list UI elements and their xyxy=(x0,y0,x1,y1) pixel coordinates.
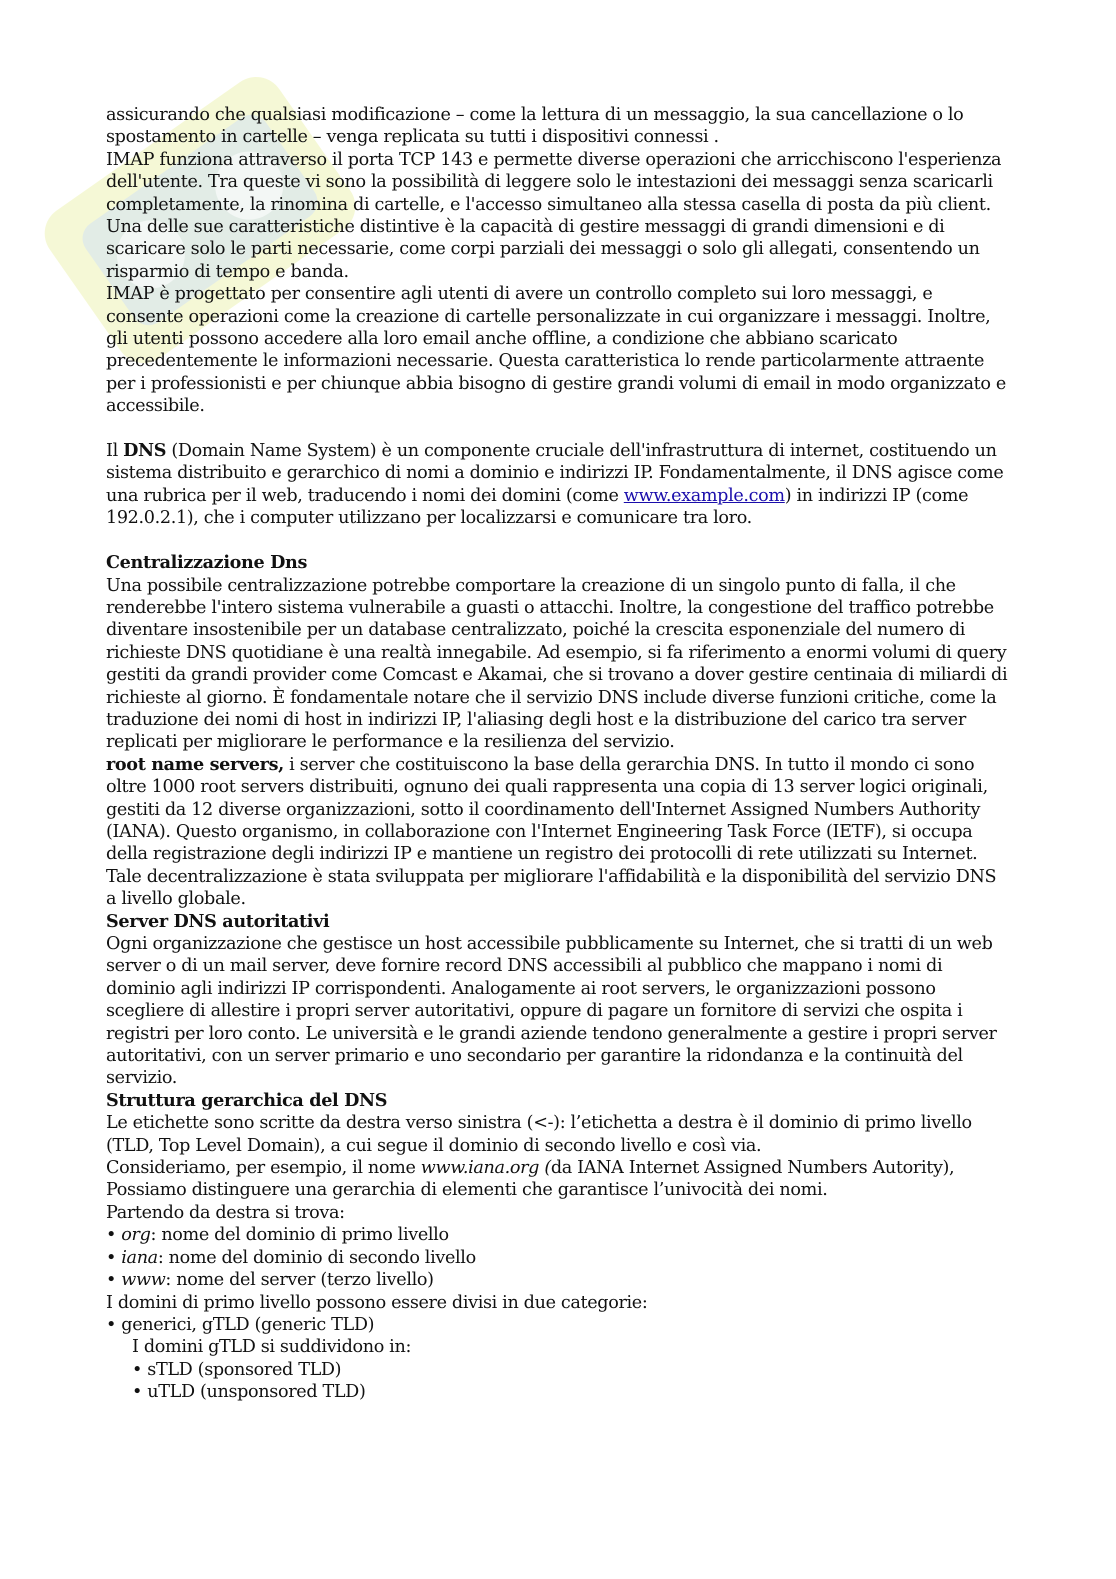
heading-struttura-gerarchica: Struttura gerarchica del DNS xyxy=(106,1089,388,1111)
bullet-text: sTLD (sponsored TLD) xyxy=(147,1359,342,1380)
example-link[interactable]: www.example.com xyxy=(623,485,785,506)
bullet-text: generici, gTLD (generic TLD) xyxy=(121,1314,375,1335)
root-servers-text: i server che costituiscono la base della gerarchia DNS. In tutto il mondo ci sono oltre 1000 root servers distribuiti, ognuno dei quali rappresenta una copia di 13 server logici originali, gestiti da 12 diverse organizzazioni, sotto il coordinamento dell'Internet Assigned Numbers Authority (IANA). Questo organismo, in collaborazione con l'Internet Engineering Task Force (IETF), si occupa della registrazione degli indirizzi IP e mantiene un registro dei protocolli di rete utilizzati su Internet. Tale decentralizzazione è stata sviluppata per migliorare l'affidabilità e la disponibilità del servizio DNS a livello globale. xyxy=(106,754,997,910)
bullet-term: org xyxy=(121,1225,151,1246)
struttura-p2-prefix: Consideriamo, per esempio, il nome xyxy=(106,1158,421,1179)
bullet-icon: • xyxy=(106,1247,117,1268)
spacer xyxy=(106,418,1011,440)
root-servers-term: root name servers, xyxy=(106,753,284,775)
bullet-icon: • xyxy=(132,1359,143,1380)
list-item xyxy=(106,1224,1011,1246)
autoritativi-paragraph: Ogni organizzazione che gestisce un host accessibile pubblicamente su Internet, che si tratti di un web server o di un mail server, deve fornire record DNS accessibili al pubblico che mappano i nomi di dominio agli indirizzi IP corrispondenti. Analogamente ai root servers, le organizzazioni possono scegliere di allestire i propri server autoritativi, oppure di pagare un fornitore di servizi che ospita i registri per loro conto. Le università e le grandi aziende tendono generalmente a gestire i propri server autoritativi, con un server primario e uno secondario per garantire la ridondanza e la continuità del servizio. xyxy=(106,934,997,1089)
bullet-term: iana xyxy=(121,1247,158,1268)
bullet-text: : nome del server (terzo livello) xyxy=(165,1270,434,1291)
heading-centralizzazione: Centralizzazione Dns xyxy=(106,552,308,574)
bullet-icon: • xyxy=(106,1225,117,1246)
sub-intro: I domini gTLD si suddividono in: xyxy=(132,1337,412,1358)
document-page xyxy=(106,104,1011,1404)
root-servers-paragraph xyxy=(106,754,1011,911)
dns-bold-term: DNS xyxy=(123,440,167,462)
bullet-icon: • xyxy=(132,1382,143,1403)
centralizzazione-paragraph: Una possibile centralizzazione potrebbe comportare la creazione di un singolo punto di falla, il che renderebbe l'intero sistema vulnerabile a guasti o attacchi. Inoltre, la congestione del traffico potrebbe diventare insostenibile per un database centralizzato, poiché la crescita esponenziale del numero di richieste DNS quotidiane è una realtà innegabile. Ad esempio, si fa riferimento a enormi volumi di query gestiti da grandi provider come Comcast e Akamai, che si trovano a dover gestire centinaia di miliardi di richieste al giorno. È fondamentale notare che il servizio DNS include diverse funzioni critiche, come la traduzione dei nomi di host in indirizzi IP, l'aliasing degli host e la distribuzione del carico tra server replicati per migliorare le performance e la resilienza del servizio. xyxy=(106,575,1008,753)
iana-example-name: www.iana.org ( xyxy=(420,1158,551,1179)
list-item xyxy=(106,1269,1011,1291)
list-item xyxy=(106,1314,1011,1336)
bullet-text: uTLD (unsponsored TLD) xyxy=(147,1382,366,1403)
bullet-term: www xyxy=(121,1270,166,1291)
struttura-paragraph-3: Partendo da destra si trova: xyxy=(106,1202,345,1223)
dns-intro-prefix: Il xyxy=(106,441,124,462)
dns-intro-suffix: ) in indirizzi IP (come 192.0.2.1), che i computer utilizzano per localizzarsi e comunicare tra loro. xyxy=(106,485,969,529)
dns-intro-paragraph xyxy=(106,440,1011,530)
spacer xyxy=(106,530,1011,552)
struttura-p2-suffix: da IANA Internet Assigned Numbers Autority), Possiamo distinguere una gerarchia di elementi che garantisce l’univocità dei nomi. xyxy=(106,1158,955,1201)
heading-server-autoritativi: Server DNS autoritativi xyxy=(106,910,330,932)
list-item xyxy=(106,1381,1011,1403)
imap-paragraph-2: IMAP funziona attraverso il porta TCP 143 e permette diverse operazioni che arricchiscono l'esperienza dell'utente. Tra queste vi sono la possibilità di leggere solo le intestazioni dei messaggi senza scaricarli completamente, la rinomina di cartelle, e l'accesso simultaneo alla stessa casella di posta da più client. Una delle sue caratteristiche distintive è la capacità di gestire messaggi di grandi dimensioni e di scaricare solo le parti necessarie, come corpi parziali dei messaggi o solo gli allegati, consentendo un risparmio di tempo e banda. xyxy=(106,149,1002,282)
struttura-paragraph-2 xyxy=(106,1157,1011,1202)
bullet-icon: • xyxy=(106,1314,117,1335)
imap-paragraph-3: IMAP è progettato per consentire agli utenti di avere un controllo completo sui loro messaggi, e consente operazioni come la creazione di cartelle personalizzate in cui organizzare i messaggi. Inoltre, gli utenti possono accedere alla loro email anche offline, a condizione che abbiano scaricato precedentemente le informazioni necessarie. Questa caratteristica lo rende particolarmente attraente per i professionisti e per chiunque abbia bisogno di gestire grandi volumi di email in modo organizzato e accessibile. xyxy=(106,284,1006,417)
dns-intro-text: (Domain Name System) è un componente cruciale dell'infrastruttura di internet, costituendo un sistema distribuito e gerarchico di nomi a dominio e indirizzi IP. Fondamentalmente, il DNS agisce come una rubrica per il web, traducendo i nomi dei domini (come xyxy=(106,441,1004,506)
struttura-paragraph-4: I domini di primo livello possono essere divisi in due categorie: xyxy=(106,1292,648,1313)
imap-paragraph-1: assicurando che qualsiasi modificazione – come la lettura di un messaggio, la sua cancellazione o lo spostamento in cartelle – venga replicata su tutti i dispositivi connessi . xyxy=(106,105,964,148)
struttura-paragraph-1: Le etichette sono scritte da destra verso sinistra (<-): l’etichetta a destra è il dominio di primo livello (TLD, Top Level Domain), a cui segue il dominio di secondo livello e così via. xyxy=(106,1113,972,1156)
bullet-text: : nome del dominio di primo livello xyxy=(150,1225,449,1246)
bullet-icon: • xyxy=(106,1270,117,1291)
list-item xyxy=(106,1247,1011,1269)
bullet-text: : nome del dominio di secondo livello xyxy=(157,1247,476,1268)
list-item xyxy=(106,1359,1011,1381)
